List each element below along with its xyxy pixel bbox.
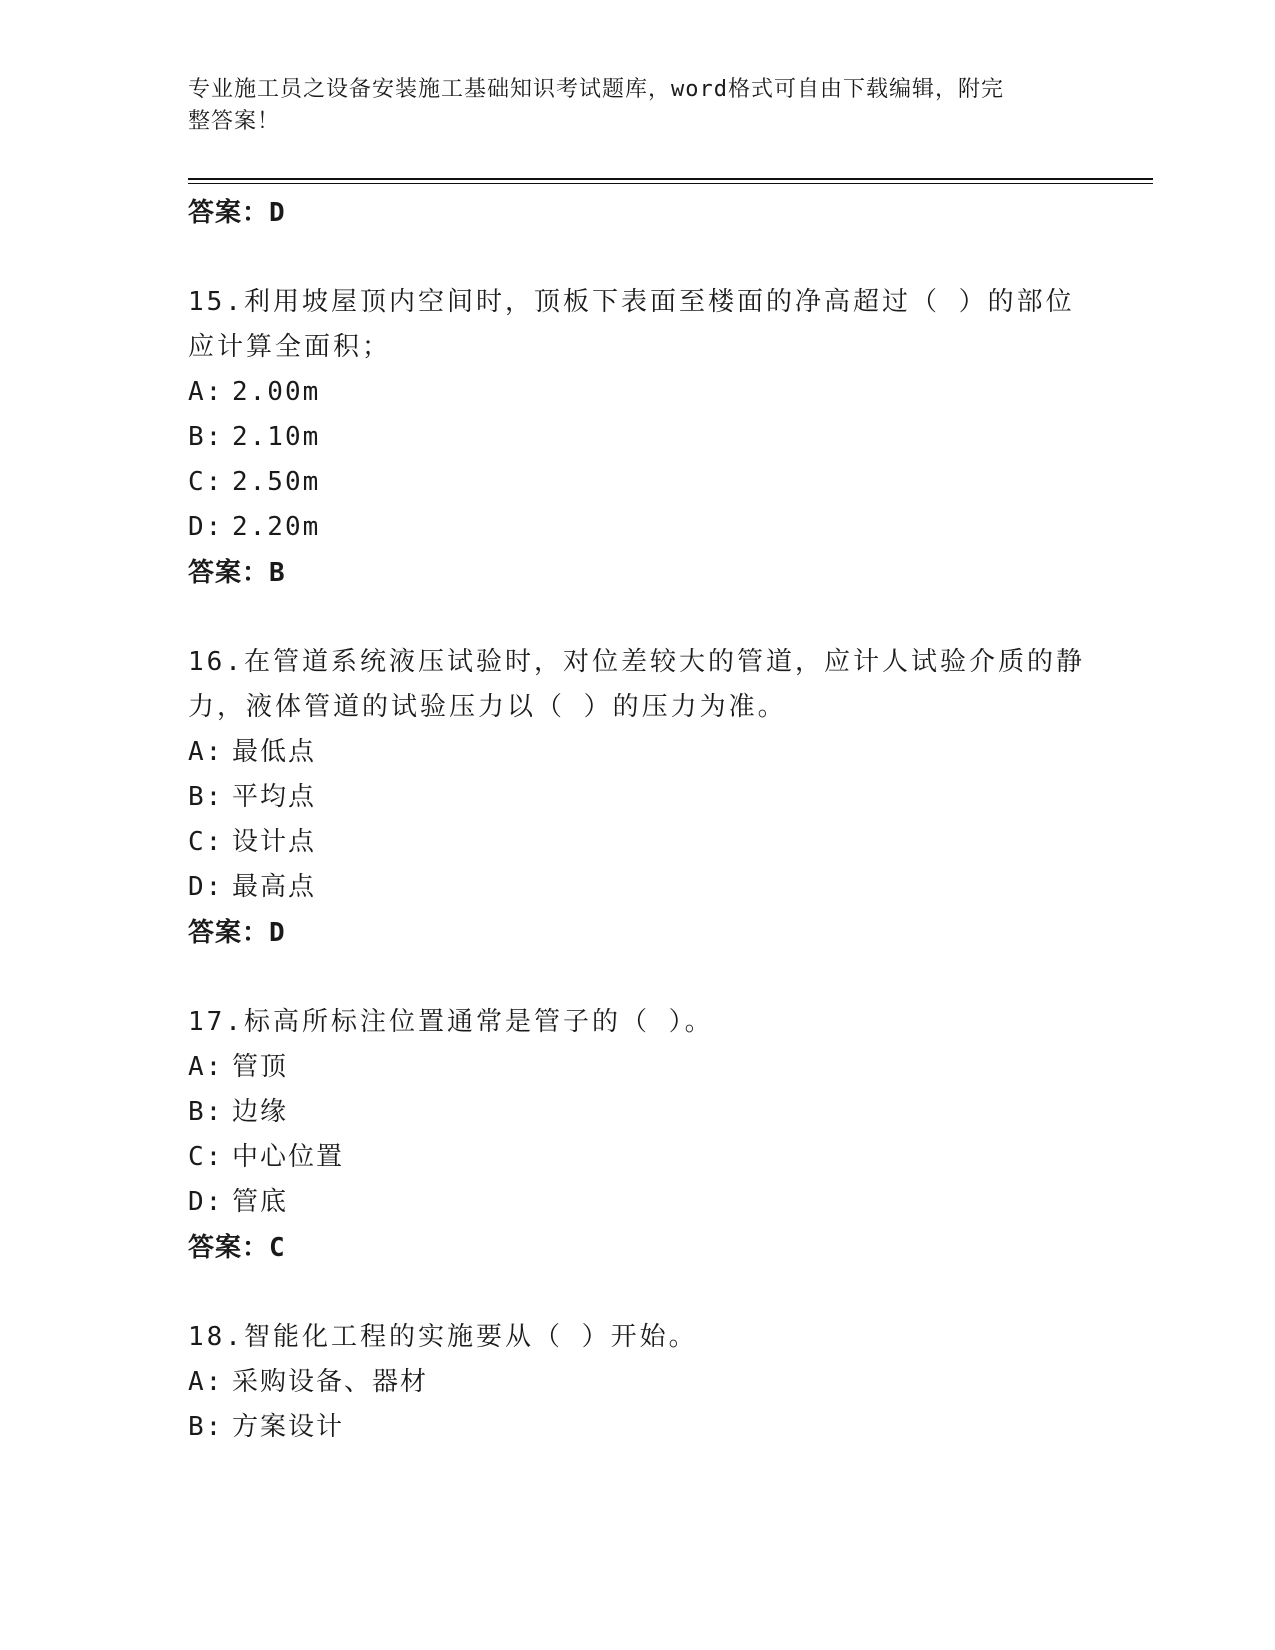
option-letter: D: [188,512,224,542]
option-b [188,1090,1088,1135]
option-letter: A: [188,737,224,767]
page-header [188,74,1088,138]
option-b [188,1405,1088,1450]
option-text: 边缘 [232,1097,289,1127]
option-letter: D: [188,1187,224,1217]
option-text: 设计点 [232,827,317,857]
option-b [188,415,1088,460]
option-letter: C: [188,827,224,857]
question-16 [188,640,1088,956]
option-a [188,1045,1088,1090]
option-text: 平均点 [232,782,317,812]
question-stem [188,1315,1088,1360]
header-line-1: 专业施工员之设备安装施工基础知识考试题库，word格式可自由下载编辑，附完 [188,77,1004,102]
option-text: 管顶 [232,1052,289,1082]
option-c [188,1135,1088,1180]
stem-line: 17.标高所标注位置通常是管子的（ ）。 [188,1007,714,1037]
option-text: 2.20m [232,512,321,542]
question-stem [188,1000,1088,1045]
option-letter: C: [188,467,224,497]
option-text: 采购设备、器材 [232,1367,429,1397]
answer-line: 答案：D [188,918,286,948]
stem-line: 15.利用坡屋顶内空间时，顶板下表面至楼面的净高超过（ ）的部位 [188,287,1075,317]
option-letter: B: [188,422,224,452]
option-text: 最低点 [232,737,317,767]
option-d [188,865,1088,910]
option-letter: D: [188,872,224,902]
header-divider [188,178,1153,180]
option-c [188,460,1088,505]
question-list [188,190,1088,1450]
option-text: 2.50m [232,467,321,497]
option-text: 2.10m [232,422,321,452]
option-c [188,820,1088,865]
option-letter: B: [188,782,224,812]
option-letter: B: [188,1412,224,1442]
header-line-2: 整答案！ [188,109,281,134]
option-d [188,1180,1088,1225]
answer-line: 答案：B [188,558,286,588]
option-letter: A: [188,377,224,407]
option-text: 2.00m [232,377,321,407]
answer-line: 答案：C [188,1233,286,1263]
option-text: 方案设计 [232,1412,345,1442]
question-17 [188,1000,1088,1271]
option-b [188,775,1088,820]
option-text: 中心位置 [232,1142,345,1172]
question-stem [188,640,1088,730]
header-divider-thin [188,183,1153,184]
stem-line: 应计算全面积； [188,332,392,362]
question-18 [188,1315,1088,1450]
option-letter: C: [188,1142,224,1172]
previous-answer: 答案：D [188,198,286,228]
option-letter: A: [188,1052,224,1082]
question-stem [188,280,1088,370]
question-15 [188,280,1088,596]
option-text: 管底 [232,1187,289,1217]
stem-line: 力，液体管道的试验压力以（ ）的压力为准。 [188,692,787,722]
option-d [188,505,1088,550]
stem-line: 16.在管道系统液压试验时，对位差较大的管道，应计人试验介质的静 [188,647,1085,677]
option-text: 最高点 [232,872,317,902]
option-a [188,730,1088,775]
option-letter: B: [188,1097,224,1127]
option-letter: A: [188,1367,224,1397]
option-a [188,1360,1088,1405]
option-a [188,370,1088,415]
stem-line: 18.智能化工程的实施要从（ ）开始。 [188,1322,698,1352]
